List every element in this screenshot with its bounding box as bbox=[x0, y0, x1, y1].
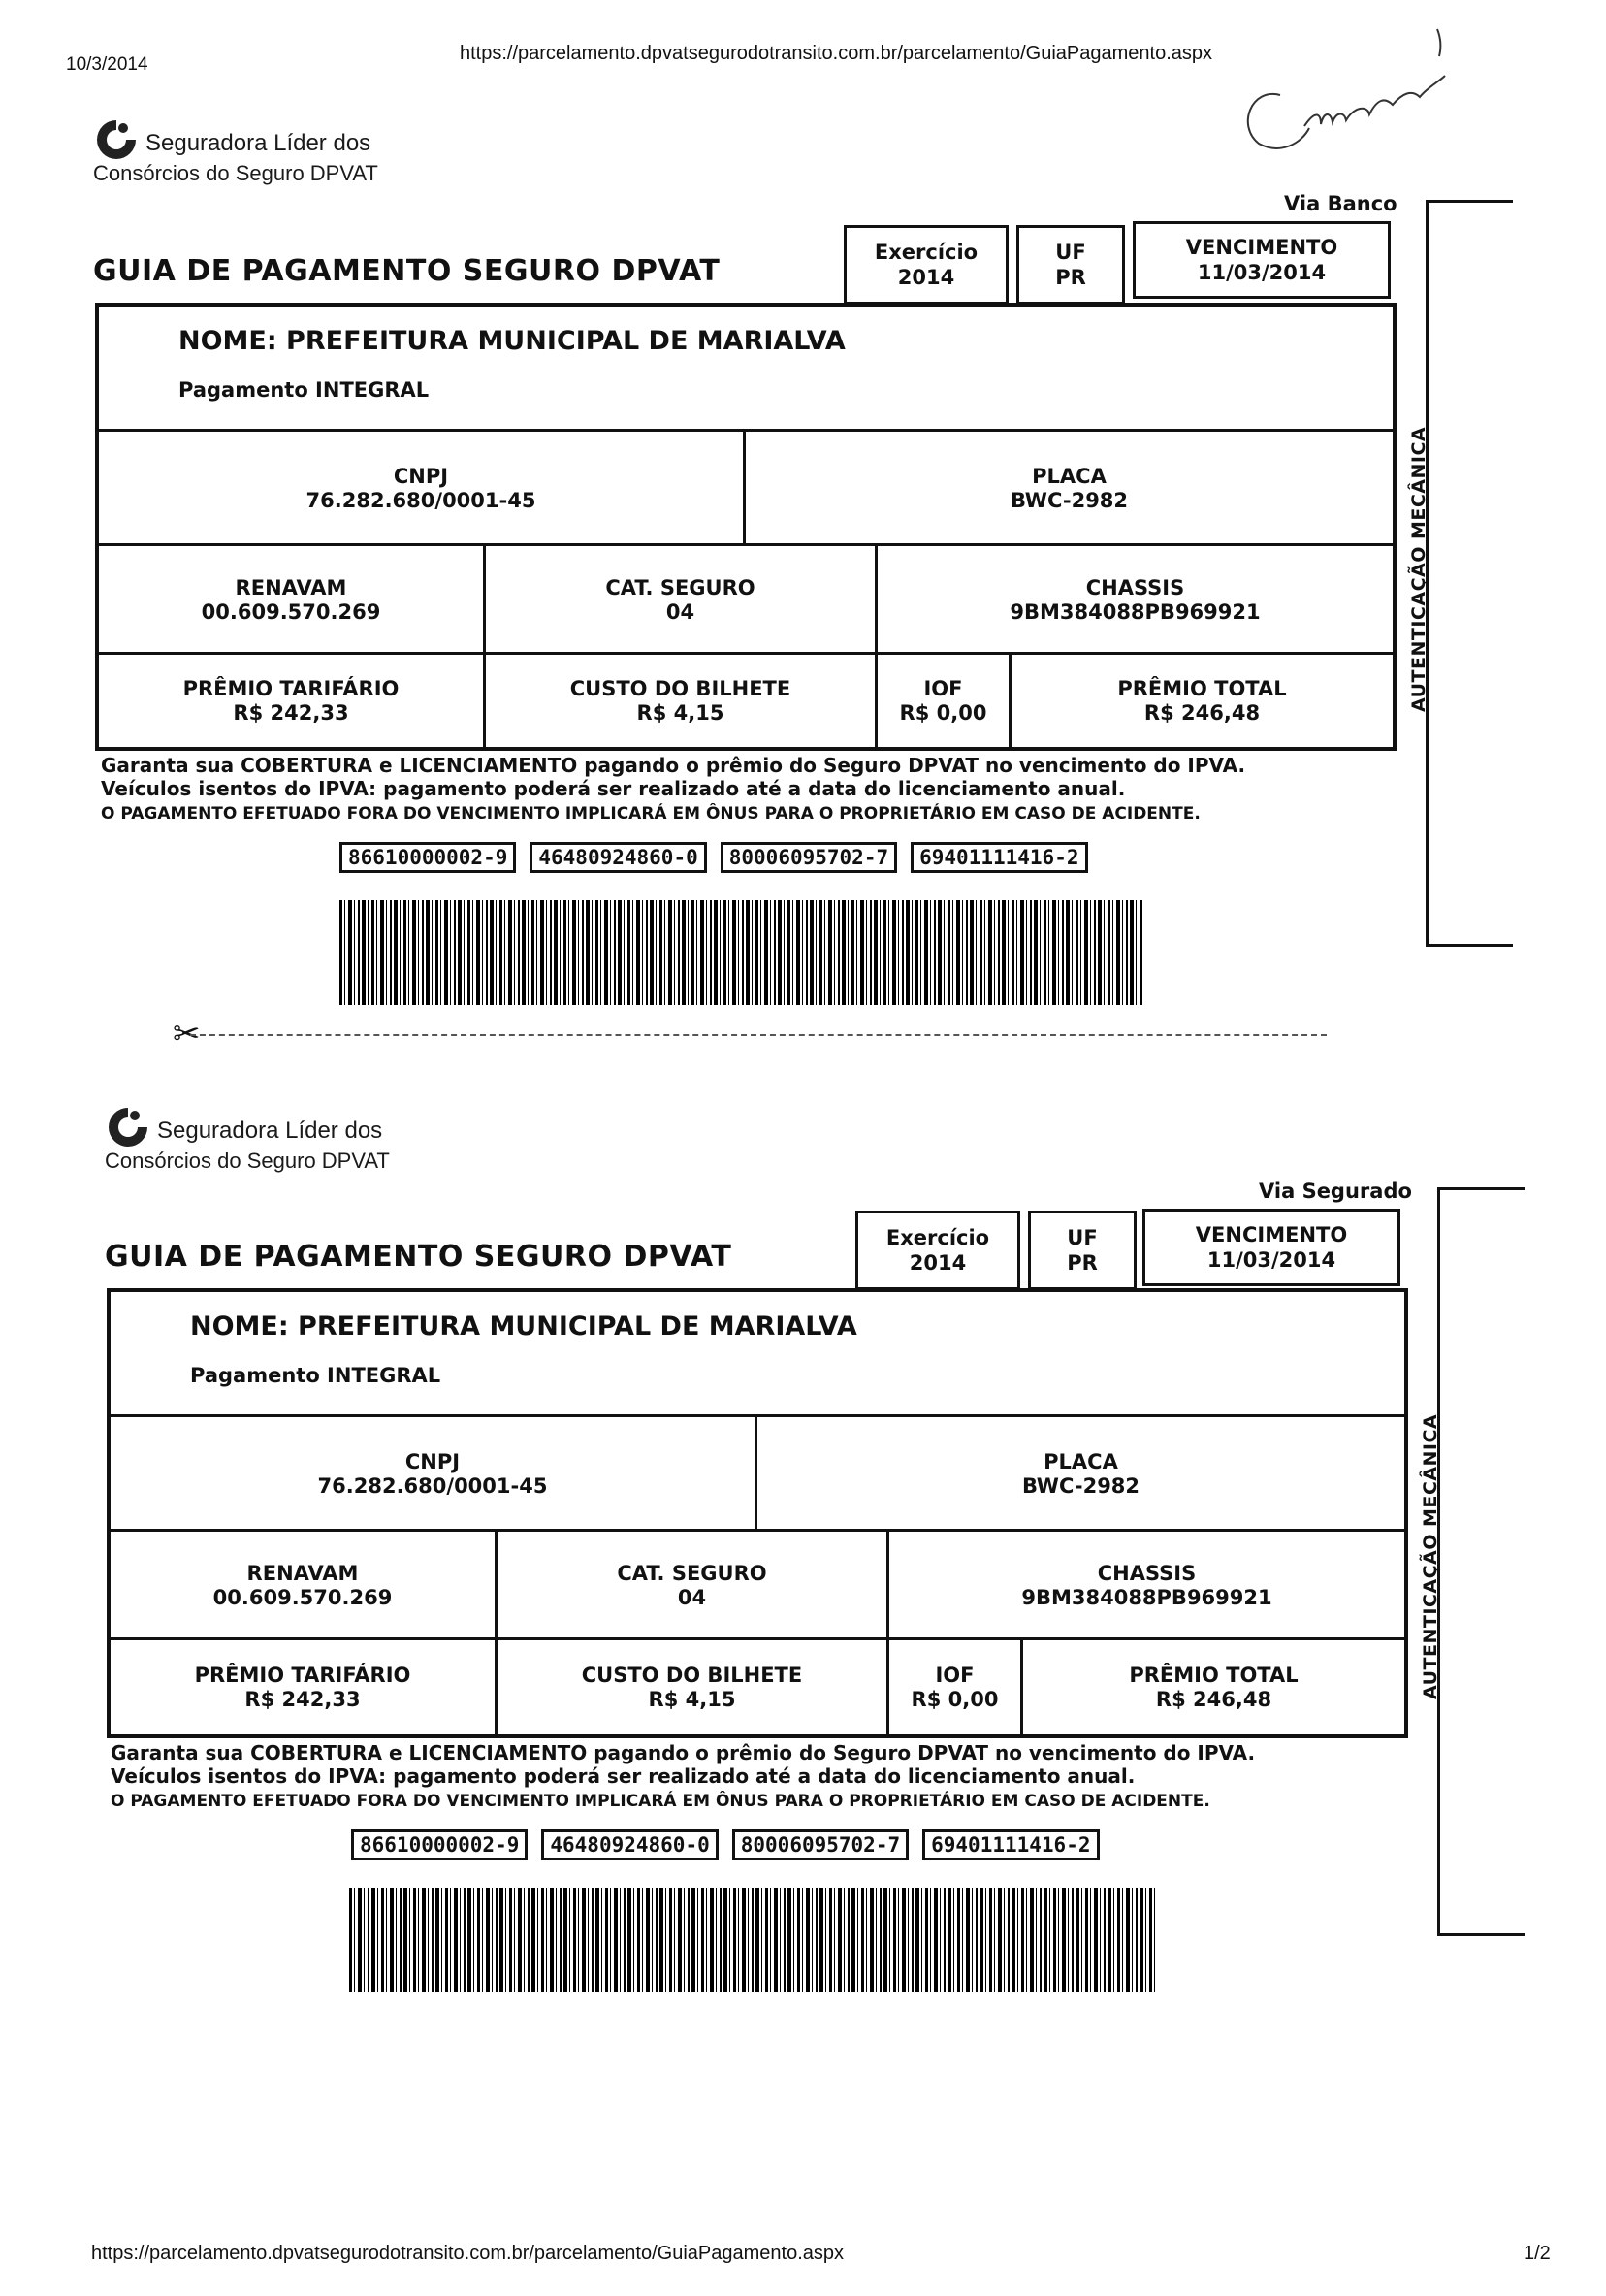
chassis-value: 9BM384088PB969921 bbox=[1010, 600, 1261, 624]
chassis-value: 9BM384088PB969921 bbox=[1021, 1586, 1272, 1609]
cnpj-label: CNPJ bbox=[393, 465, 449, 488]
exercicio-box bbox=[844, 225, 1009, 305]
vencimento-label: VENCIMENTO bbox=[1185, 236, 1338, 259]
pagamento-field: Pagamento INTEGRAL bbox=[190, 1364, 441, 1387]
cnpj-label: CNPJ bbox=[404, 1450, 461, 1473]
logo-line1: Seguradora Líder dos bbox=[157, 1117, 383, 1144]
company-logo bbox=[105, 1104, 434, 1181]
via-label: Via Banco bbox=[1284, 192, 1397, 215]
barcode bbox=[339, 900, 1144, 1005]
uf-value: PR bbox=[1055, 266, 1086, 289]
row-cnpj-placa bbox=[99, 429, 1393, 546]
codigo-2: 46480924860-0 bbox=[530, 842, 706, 873]
barcode bbox=[349, 1888, 1156, 1992]
codigo-2: 46480924860-0 bbox=[541, 1829, 718, 1860]
placa-value: BWC-2982 bbox=[1010, 489, 1129, 512]
iof-cell bbox=[875, 655, 1009, 747]
premio-total-value: R$ 246,48 bbox=[1143, 700, 1261, 725]
seguradora-lider-logo-icon bbox=[93, 116, 140, 163]
print-url: https://parcelamento.dpvatsegurodotransito.com.br/parcelamento/GuiaPagamento.aspx bbox=[460, 43, 1212, 64]
premio-total-cell bbox=[1020, 1640, 1404, 1734]
codigo-3: 80006095702-7 bbox=[721, 842, 897, 873]
row-cnpj-placa bbox=[111, 1414, 1404, 1532]
premio-tarifario-value: R$ 242,33 bbox=[233, 700, 349, 725]
row-premio bbox=[111, 1637, 1404, 1734]
row-renavam bbox=[99, 543, 1393, 655]
placa-label: PLACA bbox=[1032, 465, 1107, 488]
logo-line2: Consórcios do Seguro DPVAT bbox=[105, 1148, 390, 1173]
cat-seguro-value: 04 bbox=[665, 600, 695, 624]
renavam-label: RENAVAM bbox=[246, 1562, 359, 1585]
chassis-label: CHASSIS bbox=[1085, 576, 1185, 599]
uf-label: UF bbox=[1067, 1226, 1098, 1249]
renavam-value: 00.609.570.269 bbox=[201, 600, 381, 624]
logo-line2: Consórcios do Seguro DPVAT bbox=[93, 161, 378, 185]
codigo-1: 86610000002-9 bbox=[339, 842, 516, 873]
cut-line bbox=[190, 1034, 1327, 1036]
page-number: 1/2 bbox=[1524, 2243, 1551, 2264]
company-logo bbox=[93, 116, 423, 194]
uf-box bbox=[1016, 225, 1125, 305]
uf-label: UF bbox=[1055, 241, 1086, 264]
linha-digitavel bbox=[351, 1829, 1100, 1860]
iof-label: IOF bbox=[923, 676, 963, 700]
iof-label: IOF bbox=[935, 1663, 975, 1687]
cat-seguro-label: CAT. SEGURO bbox=[605, 576, 755, 599]
notice-onus: O PAGAMENTO EFETUADO FORA DO VENCIMENTO IMPLICARÁ EM ÔNUS PARA O PROPRIETÁRIO EM CASO DE ACIDENTE. bbox=[101, 804, 1201, 824]
premio-total-label: PRÊMIO TOTAL bbox=[1117, 676, 1287, 700]
codigo-4: 69401111416-2 bbox=[922, 1829, 1099, 1860]
chassis-label: CHASSIS bbox=[1097, 1562, 1197, 1585]
premio-total-label: PRÊMIO TOTAL bbox=[1129, 1663, 1299, 1687]
vencimento-value: 11/03/2014 bbox=[1206, 1248, 1336, 1272]
notice-cobertura: Garanta sua COBERTURA e LICENCIAMENTO pagando o prêmio do Seguro DPVAT no vencimento do IPVA. bbox=[111, 1741, 1256, 1764]
notice-cobertura: Garanta sua COBERTURA e LICENCIAMENTO pagando o prêmio do Seguro DPVAT no vencimento do IPVA. bbox=[101, 754, 1246, 777]
cnpj-cell bbox=[111, 1417, 755, 1532]
premio-total-value: R$ 246,48 bbox=[1155, 1687, 1272, 1711]
logo-line1: Seguradora Líder dos bbox=[145, 130, 371, 156]
premio-tarifario-value: R$ 242,33 bbox=[244, 1687, 361, 1711]
uf-value: PR bbox=[1067, 1251, 1098, 1275]
vencimento-value: 11/03/2014 bbox=[1197, 261, 1327, 284]
iof-value: R$ 0,00 bbox=[899, 700, 987, 725]
row-renavam bbox=[111, 1529, 1404, 1640]
codigo-1: 86610000002-9 bbox=[351, 1829, 528, 1860]
via-label: Via Segurado bbox=[1259, 1180, 1412, 1203]
notice-onus: O PAGAMENTO EFETUADO FORA DO VENCIMENTO IMPLICARÁ EM ÔNUS PARA O PROPRIETÁRIO EM CASO DE ACIDENTE. bbox=[111, 1792, 1210, 1811]
placa-value: BWC-2982 bbox=[1021, 1474, 1140, 1498]
guia-title: GUIA DE PAGAMENTO SEGURO DPVAT bbox=[105, 1240, 732, 1274]
guia-title: GUIA DE PAGAMENTO SEGURO DPVAT bbox=[93, 254, 721, 288]
chassis-cell bbox=[875, 546, 1393, 655]
autenticacao-label: AUTENTICAÇÃO MECÂNICA bbox=[1408, 426, 1429, 712]
renavam-cell bbox=[111, 1532, 495, 1640]
premio-tarifario-label: PRÊMIO TARIFÁRIO bbox=[194, 1663, 411, 1687]
cat-seguro-value: 04 bbox=[677, 1586, 707, 1609]
exercicio-value: 2014 bbox=[909, 1251, 967, 1275]
custo-bilhete-cell bbox=[483, 655, 875, 747]
premio-tarifario-label: PRÊMIO TARIFÁRIO bbox=[182, 676, 400, 700]
vencimento-box bbox=[1142, 1209, 1400, 1286]
vencimento-label: VENCIMENTO bbox=[1195, 1223, 1348, 1246]
cat-seguro-cell bbox=[483, 546, 875, 655]
linha-digitavel bbox=[339, 842, 1088, 873]
row-premio bbox=[99, 652, 1393, 747]
cnpj-value: 76.282.680/0001-45 bbox=[317, 1474, 548, 1498]
custo-bilhete-value: R$ 4,15 bbox=[648, 1687, 736, 1711]
vencimento-box bbox=[1133, 221, 1391, 299]
seguradora-lider-logo-icon bbox=[105, 1104, 151, 1150]
premio-tarifario-cell bbox=[99, 655, 483, 747]
handwritten-signature bbox=[1212, 19, 1503, 165]
custo-bilhete-cell bbox=[495, 1640, 886, 1734]
cat-seguro-cell bbox=[495, 1532, 886, 1640]
cat-seguro-label: CAT. SEGURO bbox=[617, 1562, 767, 1585]
custo-bilhete-label: CUSTO DO BILHETE bbox=[569, 676, 791, 700]
nome-field: NOME: PREFEITURA MUNICIPAL DE MARIALVA bbox=[190, 1311, 857, 1342]
uf-box bbox=[1028, 1211, 1137, 1290]
exercicio-box bbox=[855, 1211, 1020, 1290]
nome-field: NOME: PREFEITURA MUNICIPAL DE MARIALVA bbox=[178, 326, 846, 356]
placa-label: PLACA bbox=[1044, 1450, 1118, 1473]
guia-main-table bbox=[95, 303, 1397, 751]
guia-main-table bbox=[107, 1288, 1408, 1738]
autenticacao-label: AUTENTICAÇÃO MECÂNICA bbox=[1420, 1413, 1441, 1699]
autenticacao-bracket bbox=[1437, 1187, 1525, 1936]
renavam-label: RENAVAM bbox=[235, 576, 347, 599]
autenticacao-bracket bbox=[1426, 200, 1513, 947]
cnpj-value: 76.282.680/0001-45 bbox=[305, 489, 536, 512]
exercicio-value: 2014 bbox=[897, 266, 955, 289]
notice-isentos: Veículos isentos do IPVA: pagamento poderá ser realizado até a data do licenciamento anual. bbox=[111, 1764, 1136, 1788]
scissors-icon: ✂ bbox=[173, 1015, 201, 1053]
exercicio-label: Exercício bbox=[885, 1226, 990, 1249]
placa-cell bbox=[743, 432, 1393, 546]
exercicio-label: Exercício bbox=[874, 241, 979, 264]
custo-bilhete-value: R$ 4,15 bbox=[636, 700, 724, 725]
custo-bilhete-label: CUSTO DO BILHETE bbox=[581, 1663, 803, 1687]
iof-cell bbox=[886, 1640, 1020, 1734]
chassis-cell bbox=[886, 1532, 1404, 1640]
premio-total-cell bbox=[1009, 655, 1393, 747]
placa-cell bbox=[755, 1417, 1404, 1532]
pagamento-field: Pagamento INTEGRAL bbox=[178, 378, 430, 402]
codigo-3: 80006095702-7 bbox=[732, 1829, 909, 1860]
premio-tarifario-cell bbox=[111, 1640, 495, 1734]
footer-url: https://parcelamento.dpvatsegurodotransito.com.br/parcelamento/GuiaPagamento.aspx bbox=[91, 2243, 844, 2264]
cnpj-cell bbox=[99, 432, 743, 546]
renavam-cell bbox=[99, 546, 483, 655]
notice-isentos: Veículos isentos do IPVA: pagamento poderá ser realizado até a data do licenciamento anual. bbox=[101, 777, 1126, 800]
print-date: 10/3/2014 bbox=[66, 54, 148, 75]
iof-value: R$ 0,00 bbox=[911, 1687, 999, 1711]
renavam-value: 00.609.570.269 bbox=[212, 1586, 393, 1609]
codigo-4: 69401111416-2 bbox=[911, 842, 1087, 873]
